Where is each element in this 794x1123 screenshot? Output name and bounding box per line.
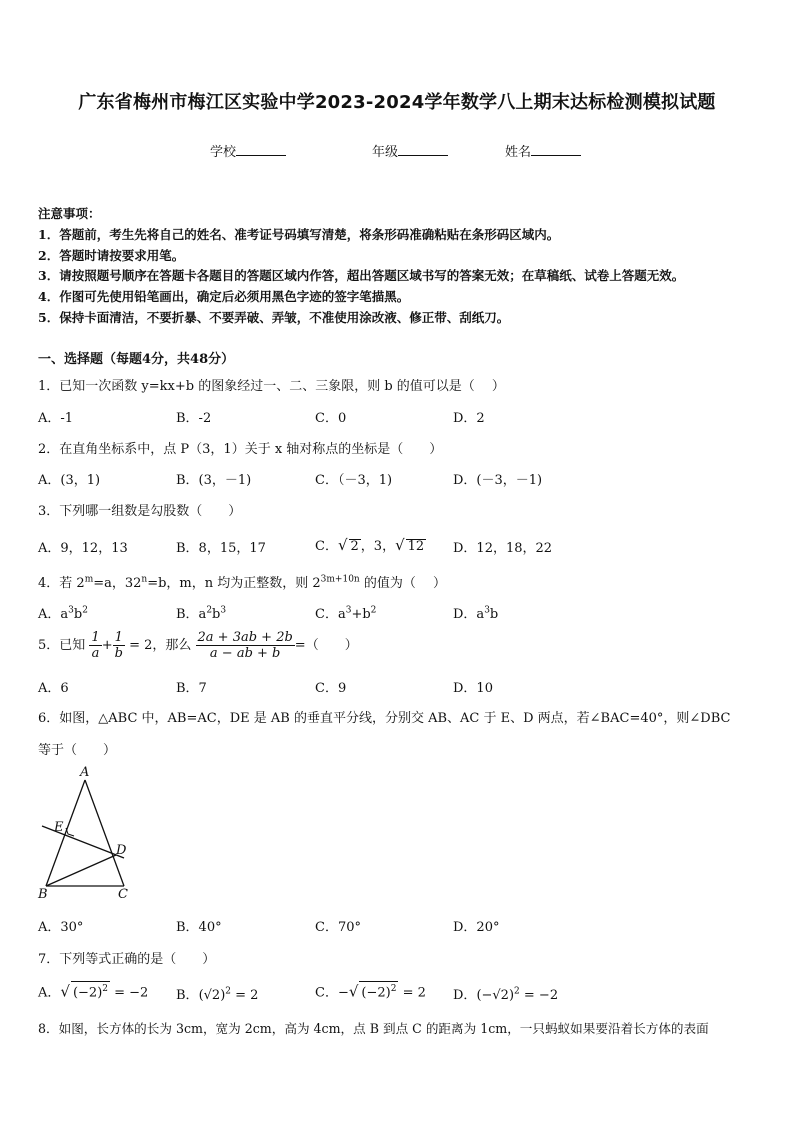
numerator: 2a + 3ab + 2b: [197, 630, 293, 645]
option-c: [315, 981, 426, 1000]
note-item: 2．答题时请按要求用笔。: [38, 248, 185, 263]
option-d: D．20°: [453, 920, 500, 935]
school-field: [210, 141, 286, 160]
option-d: [453, 603, 498, 622]
expr: = −2: [114, 985, 149, 1001]
option-label: B．: [176, 988, 199, 1003]
option-label: C．: [315, 985, 338, 1001]
school-blank: [236, 143, 286, 156]
note-item: 4．作图可先使用铅笔画出，确定后必须用黑色字迹的签字笔描黑。: [38, 289, 410, 304]
option-c: [315, 535, 426, 554]
option-text: b: [489, 607, 499, 622]
question-stem: 2．在直角坐标系中，点 P（3，1）关于 x 轴对称点的坐标是（ ）: [38, 442, 443, 457]
exponent: n: [141, 574, 148, 585]
exponent: 2: [82, 605, 88, 616]
notes-heading: 注意事项：: [38, 206, 101, 221]
exponent: m: [84, 574, 94, 585]
exponent: 3m+10n: [320, 574, 360, 585]
grade-field: [372, 141, 448, 160]
question-stem: [38, 572, 446, 591]
option-d: D．(－3，－1): [453, 473, 543, 488]
option-a: A．6: [38, 681, 69, 696]
note-item: 5．保持卡面清洁，不要折暴、不要弄破、弄皱，不准使用涂改液、修正带、刮纸刀。: [38, 310, 510, 325]
note-item: 1．答题前，考生先将自己的姓名、准考证号码填写清楚，将条形码准确粘贴在条形码区域内。: [38, 227, 560, 242]
option-label: D．a: [453, 607, 485, 622]
expr: = 2: [402, 985, 426, 1001]
page-title: 广东省梅州市梅江区实验中学2023-2024学年数学八上期末达标检测模拟试题: [78, 92, 716, 113]
exponent: 2: [102, 984, 108, 994]
numerator: 1: [113, 630, 125, 646]
option-c: C．0: [315, 411, 347, 426]
exponent: 3: [484, 605, 490, 616]
vertex-label: D: [116, 843, 127, 858]
vertex-label: E: [54, 820, 64, 835]
option-c: C．70°: [315, 920, 361, 935]
operator: +: [101, 638, 113, 653]
option-b: [176, 603, 226, 622]
stem-part: =（ ）: [294, 638, 358, 653]
sqrt-icon: √: [337, 536, 348, 554]
option-d: D．2: [453, 411, 485, 426]
fraction: [113, 630, 125, 661]
stem-part: 的值为（ ）: [359, 576, 446, 591]
option-text: b: [212, 607, 221, 622]
vertex-label: A: [80, 765, 90, 780]
sqrt-icon: √: [60, 982, 70, 1001]
expr: (−2): [72, 985, 103, 1001]
option-label: B．a: [176, 607, 207, 622]
vertex-label: C: [118, 887, 128, 902]
sqrt-icon: √: [348, 982, 359, 1001]
grade-label: 年级: [372, 145, 399, 160]
question-stem-continued: 等于（ ）: [38, 743, 117, 758]
expr: (√2): [198, 988, 226, 1003]
radicand: [359, 981, 398, 1000]
exponent: 2: [370, 605, 377, 616]
option-label: A．: [38, 985, 61, 1001]
section-heading: 一、选择题（每题4分，共48分）: [38, 352, 235, 367]
option-c: C．（－3，1): [315, 473, 393, 488]
exponent: 2: [206, 605, 213, 616]
school-label: 学校: [210, 145, 237, 160]
option-a: A．-1: [38, 411, 74, 426]
stem-part: =b，m，n 均为正整数，则 2: [147, 576, 321, 591]
expr: = −2: [523, 988, 559, 1003]
option-c: [315, 603, 376, 622]
exponent: 2: [514, 986, 520, 997]
option-d: D．10: [453, 681, 493, 696]
segment-bd: [46, 855, 116, 886]
option-text: +b: [351, 607, 371, 622]
stem-part: 4．若 2: [38, 576, 85, 591]
option-b: B．8，15，17: [176, 541, 266, 556]
denominator: a: [91, 646, 100, 661]
expr: = 2: [235, 988, 259, 1003]
note-item: 3．请按照题号顺序在答题卡各题目的答题区域内作答，超出答题区域书写的答案无效；在草稿纸、试卷上答题无效。: [38, 268, 685, 283]
question-stem: 6．如图，△ABC 中，AB=AC，DE 是 AB 的垂直平分线，分别交 AB、AC 于 E、D 两点，若∠BAC=40°，则∠DBC: [38, 711, 731, 726]
expr: (−2): [361, 985, 391, 1001]
stem-part: =a，32: [93, 576, 142, 591]
stem-part: 5．已知: [38, 638, 86, 653]
option-a: A．30°: [38, 920, 84, 935]
exponent: 2: [225, 986, 231, 997]
denominator: a − ab + b: [209, 646, 281, 661]
exponent: 3: [68, 605, 74, 616]
fraction: [196, 630, 295, 661]
option-b: B．7: [176, 681, 207, 696]
option-b: B．(3，－1): [176, 473, 252, 488]
fraction: [89, 630, 101, 661]
option-c: C．9: [315, 681, 347, 696]
numerator: 1: [91, 630, 100, 645]
option-c-label: C．: [315, 539, 338, 554]
radicand: 12: [407, 539, 425, 554]
sqrt-icon: √: [395, 536, 405, 554]
expr: −: [337, 985, 349, 1001]
option-label: A．a: [38, 607, 69, 622]
option-b: [176, 984, 258, 1003]
option-label: D．: [453, 988, 477, 1003]
name-label: 姓名: [505, 145, 532, 160]
option-text: b: [73, 607, 83, 622]
denominator: b: [114, 646, 123, 661]
option-d: [453, 984, 558, 1003]
option-a: A．9，12，13: [38, 541, 128, 556]
expr: (−√2): [476, 988, 515, 1003]
side-ab: [46, 780, 85, 886]
option-b: B．40°: [176, 920, 222, 935]
option-d: D．12，18，22: [453, 541, 553, 556]
question-stem: 3．下列哪一组数是勾股数（ ）: [38, 504, 242, 519]
radicand: [71, 981, 110, 1000]
exponent: 3: [345, 605, 352, 616]
option-label: C．a: [315, 607, 346, 622]
triangle-figure: [30, 762, 140, 902]
stem-part: = 2，那么: [129, 638, 192, 653]
option-c-mid: ，3，: [360, 539, 396, 554]
option-b: B．-2: [176, 411, 212, 426]
vertex-label: B: [38, 887, 48, 902]
question-stem: 1．已知一次函数 y=kx+b 的图象经过一、二、三象限，则 b 的值可以是（ ）: [38, 379, 505, 394]
side-ac: [85, 780, 124, 886]
exponent: 2: [390, 984, 397, 994]
exponent: 3: [220, 605, 227, 616]
option-a: [38, 603, 88, 622]
grade-blank: [398, 143, 448, 156]
option-a: A．(3，1): [38, 473, 101, 488]
question-stem: 7．下列等式正确的是（ ）: [38, 952, 216, 967]
radicand: 2: [350, 539, 359, 554]
question-stem: [38, 630, 358, 661]
name-blank: [531, 143, 581, 156]
name-field: [505, 141, 581, 160]
question-stem: 8．如图，长方体的长为 3cm，宽为 2cm，高为 4cm，点 B 到点 C 的距离为 1cm，一只蚂蚁如果要沿着长方体的表面: [38, 1021, 709, 1036]
option-a: [38, 981, 148, 1000]
